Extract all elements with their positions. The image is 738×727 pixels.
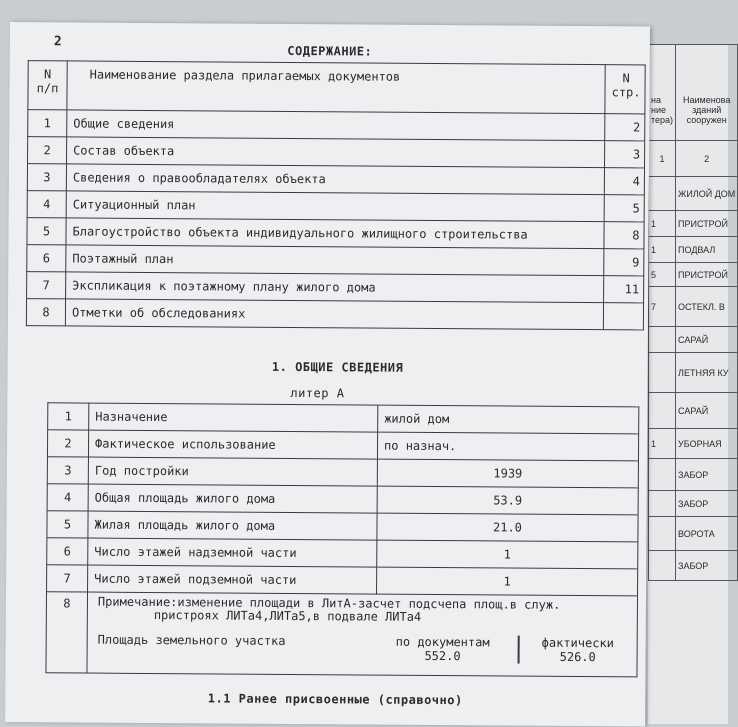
row-number: 4 xyxy=(47,484,88,511)
land-area-fact xyxy=(542,636,614,665)
adjacent-head-text: сооружен xyxy=(686,115,727,125)
row-number: 7 xyxy=(47,565,88,592)
adjacent-row-n xyxy=(649,177,676,211)
adjacent-row-name: ПРИСТРОЙ xyxy=(676,211,738,237)
row-page: 9 xyxy=(604,249,644,276)
row-label: Число этажей надземной части xyxy=(88,538,377,567)
table-row xyxy=(27,272,644,303)
table-row xyxy=(28,137,645,168)
adjacent-row-name: ПОДВАЛ xyxy=(676,237,738,263)
row-value: 1 xyxy=(377,540,638,569)
row-number: 2 xyxy=(28,137,67,164)
contents-header-row xyxy=(28,61,645,114)
table-row xyxy=(27,218,644,249)
header-num: N п/п xyxy=(28,61,67,110)
general-title: 1. ОБЩИЕ СВЕДЕНИЯ xyxy=(271,359,404,375)
adjacent-head-text: Наименова xyxy=(682,95,731,105)
row-number: 8 xyxy=(26,299,65,326)
adjacent-row-name: ЗАБОР xyxy=(676,551,738,581)
adjacent-row-n: 1 xyxy=(649,211,676,237)
adjacent-row-name: ЛЕТНЯЯ КУ xyxy=(676,353,738,393)
contents-title: СОДЕРЖАНИЕ: xyxy=(287,43,373,59)
table-row xyxy=(26,299,643,330)
row-label: Фактическое использование xyxy=(88,430,377,459)
adjacent-row-n xyxy=(649,393,676,429)
row-label: Год постройки xyxy=(88,457,377,486)
row-label: Число этажей подземной части xyxy=(88,565,377,594)
adjacent-head-text: ние xyxy=(651,105,667,115)
adjacent-row-name: ПРИСТРОЙ xyxy=(676,263,738,287)
section-1-1-title: 1.1 Ранее присвоенные (справочно) xyxy=(207,691,463,708)
row-value: жилой дом xyxy=(378,405,639,434)
header-page: N стр. xyxy=(605,65,645,114)
adjacent-row-name: УБОРНАЯ xyxy=(676,429,738,459)
adjacent-head-text: зданий xyxy=(692,105,722,115)
land-area-doc xyxy=(396,635,490,664)
note-line-2: пристроях ЛИТа4,ЛИТа5,в подвале ЛИТа4 xyxy=(153,608,422,624)
table-row xyxy=(28,110,645,141)
row-value: 21.0 xyxy=(377,513,638,542)
note-row xyxy=(46,592,638,677)
adjacent-row-n: 7 xyxy=(649,287,676,327)
row-page: 3 xyxy=(605,141,645,168)
adjacent-col-number: 1 xyxy=(649,141,676,177)
document-page xyxy=(5,22,650,726)
adjacent-row-n xyxy=(649,517,676,551)
header-name: Наименование раздела прилагаемых документов xyxy=(67,61,605,114)
land-area-label: Площадь земельного участка xyxy=(97,632,286,648)
table-row xyxy=(47,430,638,461)
row-number: 2 xyxy=(47,430,88,457)
adjacent-row-name: ОСТЕКЛ. В xyxy=(676,287,738,327)
adjacent-head-left xyxy=(649,45,676,141)
row-value: по назнач. xyxy=(377,432,638,461)
row-name: Сведения о правообладателях объекта xyxy=(66,164,604,195)
row-name: Отметки об обследованиях xyxy=(65,299,603,330)
table-row xyxy=(48,403,639,434)
row-number: 3 xyxy=(27,164,66,191)
adjacent-row-n: 5 xyxy=(649,263,676,287)
row-number: 1 xyxy=(48,403,89,430)
adjacent-row-n xyxy=(649,551,676,581)
land-fact-label: фактически xyxy=(541,635,614,651)
table-row xyxy=(47,511,638,542)
row-page: 4 xyxy=(604,168,644,195)
land-fact-value: 526.0 xyxy=(559,649,596,665)
note-cell xyxy=(87,592,638,677)
row-label: Общая площадь жилого дома xyxy=(88,484,377,513)
adjacent-row-name: ЗАБОР xyxy=(676,491,738,517)
land-doc-value: 552.0 xyxy=(424,648,461,664)
row-page: 2 xyxy=(605,114,645,141)
adjacent-head-right xyxy=(676,45,738,141)
adjacent-row-n: 1 xyxy=(649,237,676,263)
table-row xyxy=(47,484,638,515)
row-number: 7 xyxy=(27,272,66,299)
row-number: 3 xyxy=(47,457,88,484)
row-name: Поэтажный план xyxy=(66,245,604,276)
row-label: Назначение xyxy=(89,403,378,432)
general-table xyxy=(45,402,639,677)
general-subtitle: литер А xyxy=(290,385,345,401)
row-page: 5 xyxy=(604,195,644,222)
row-number: 6 xyxy=(27,245,66,272)
row-name: Экспликация к поэтажному плану жилого дома xyxy=(66,272,604,303)
land-doc-label: по документам xyxy=(395,634,490,650)
row-page: 11 xyxy=(604,276,644,303)
adjacent-row-n xyxy=(649,459,676,491)
row-name: Ситуационный план xyxy=(66,191,604,222)
table-row xyxy=(47,565,638,596)
row-name: Общие сведения xyxy=(67,110,605,141)
contents-table xyxy=(26,60,646,330)
adjacent-row-name: ВОРОТА xyxy=(676,517,738,551)
table-row xyxy=(27,164,644,195)
table-row xyxy=(47,538,638,569)
adjacent-row-name: ЗАБОР xyxy=(676,459,738,491)
land-area-divider xyxy=(518,636,520,664)
row-value: 1 xyxy=(377,567,638,596)
table-row xyxy=(47,457,638,488)
adjacent-head-text: на xyxy=(651,95,661,105)
row-number: 5 xyxy=(47,511,88,538)
adjacent-row-name: ЖИЛОЙ ДОМ xyxy=(676,177,738,211)
page-number: 2 xyxy=(53,34,62,50)
adjacent-row-n xyxy=(649,327,676,353)
table-row xyxy=(27,245,644,276)
row-number: 6 xyxy=(47,538,88,565)
adjacent-row-name: САРАЙ xyxy=(676,327,738,353)
row-name: Состав объекта xyxy=(67,137,605,168)
adjacent-row-n: 1 xyxy=(649,429,676,459)
adjacent-head-text: тера) xyxy=(651,115,674,125)
row-number: 8 xyxy=(46,592,88,673)
adjacent-page xyxy=(648,44,736,724)
adjacent-page-table xyxy=(648,44,738,581)
row-value: 53.9 xyxy=(377,486,638,515)
adjacent-row-n xyxy=(649,491,676,517)
adjacent-col-number: 2 xyxy=(676,141,738,177)
note-content xyxy=(88,593,637,669)
row-number: 1 xyxy=(28,110,67,137)
row-value: 1939 xyxy=(377,459,638,488)
adjacent-row-name: САРАЙ xyxy=(676,393,738,429)
row-number: 4 xyxy=(27,191,66,218)
row-page: 8 xyxy=(604,222,644,249)
row-label: Жилая площадь жилого дома xyxy=(88,511,377,540)
note-line-1: Примечание:изменение площади в ЛитА-засчет подсчепа площ.в служ. xyxy=(97,594,561,612)
row-number: 5 xyxy=(27,218,66,245)
row-page xyxy=(603,303,643,330)
row-name: Благоустройство объекта индивидуального жилищного строительства xyxy=(66,218,604,249)
table-row xyxy=(27,191,644,222)
